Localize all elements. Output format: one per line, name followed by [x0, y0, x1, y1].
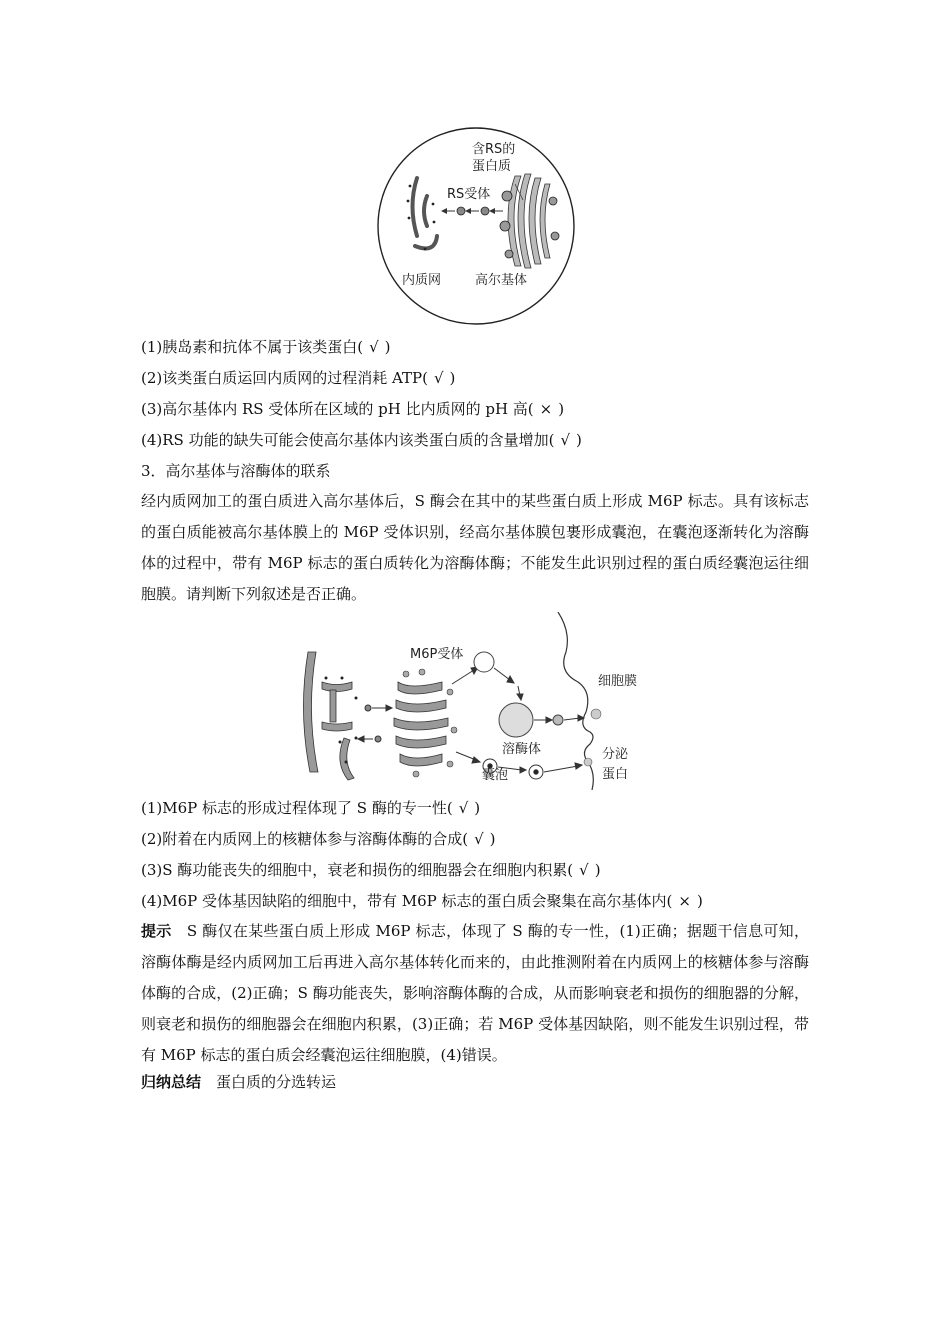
judgment-mark: √: [579, 861, 589, 879]
label-vesicle: 囊泡: [482, 768, 509, 783]
label-secreted-protein-line1: 分泌: [602, 747, 629, 762]
judgment-mark: ×: [678, 892, 691, 910]
membrane-secretion: [591, 709, 601, 719]
summary-text: 蛋白质的分选转运: [216, 1073, 337, 1091]
label-secreted-protein-line2: 蛋白: [602, 767, 629, 782]
golgi-shape: [394, 682, 448, 766]
label-rs-receptor: RS受体: [447, 187, 491, 202]
label-m6p-receptor: M6P受体: [410, 647, 464, 662]
judgment-item: (2)附着在内质网上的核糖体参与溶酶体酶的合成( √ ): [141, 830, 496, 848]
label-golgi: 高尔基体: [475, 273, 528, 288]
section-intro: 经内质网加工的蛋白质进入高尔基体后，S 酶会在其中的某些蛋白质上形成 M6P 标志。具有该标志的蛋白质能被高尔基体膜上的 M6P 受体识别，经高尔基体膜包裹形成囊泡，在囊泡逐渐转化为溶酶体的过程中，带有 M6P 标志的蛋白质转化为溶酶体酶；不能发生此识别过程的蛋白质经囊泡运往细胞膜。请判断下列叙述是否正确。: [141, 492, 809, 603]
label-rs-protein-line2: 蛋白质: [472, 159, 512, 174]
judgment-mark: √: [369, 338, 379, 356]
er-golgi-arrows: [358, 705, 392, 742]
er-shape: [413, 178, 438, 248]
judgment-mark: √: [433, 369, 444, 387]
summary-label: 归纳总结: [141, 1073, 202, 1091]
judgment-item: (1)胰岛素和抗体不属于该类蛋白( √ ): [141, 338, 391, 356]
label-lysosome: 溶酶体: [502, 742, 542, 757]
hint-paragraph: [141, 916, 809, 1071]
label-er: 内质网: [402, 273, 442, 288]
judgment-item: (3)S 酶功能丧失的细胞中，衰老和损伤的细胞器会在细胞内积累( √ ): [141, 861, 601, 879]
membrane-secretion: [584, 758, 592, 766]
section-heading: 3．高尔基体与溶酶体的联系: [141, 462, 331, 480]
er-ribosomes: [407, 185, 436, 251]
judgment-mark: √: [560, 431, 571, 449]
judgment-mark: ×: [539, 400, 553, 418]
rs-receptor-vesicles: [441, 207, 503, 215]
judgment-item: (1)M6P 标志的形成过程体现了 S 酶的专一性( √ ): [141, 799, 481, 817]
label-rs-protein-line1: 含RS的: [472, 142, 516, 157]
golgi-lysosome-diagram: [296, 612, 656, 790]
judgment-item: (4)M6P 受体基因缺陷的细胞中，带有 M6P 标志的蛋白质会聚集在高尔基体内( × ): [141, 892, 703, 910]
judgment-item: (3)高尔基体内 RS 受体所在区域的 pH 比内质网的 pH 高( × ): [141, 400, 565, 418]
judgment-mark: √: [458, 799, 469, 817]
summary-line: [141, 1072, 336, 1092]
er-golgi-diagram: [375, 126, 577, 326]
judgment-mark: √: [474, 830, 484, 848]
judgment-item: (2)该类蛋白质运回内质网的过程消耗 ATP( √ ): [141, 369, 456, 387]
hint-text: S 酶仅在某些蛋白质上形成 M6P 标志，体现了 S 酶的专一性，(1)正确；据题干信息可知，溶酶体酶是经内质网加工后再进入高尔基体转化而来的，由此推测附着在内质网上的核糖体参与溶酶体酶的合成，(2)正确；S 酶功能丧失，影响溶酶体酶的合成，从而影响衰老和损伤的细胞器的分解，则衰老和损伤的细胞器会在细胞内积累，(3)正确；若 M6P 受体基因缺陷，则不能发生识别过程，带有 M6P 标志的蛋白质会经囊泡运往细胞膜，(4)错误。: [141, 922, 809, 1064]
hint-label: 提示: [141, 922, 172, 940]
label-cell-membrane: 细胞膜: [598, 674, 638, 689]
judgment-item: (4)RS 功能的缺失可能会使高尔基体内该类蛋白质的含量增加( √ ): [141, 431, 582, 449]
golgi-shape: [508, 174, 550, 268]
